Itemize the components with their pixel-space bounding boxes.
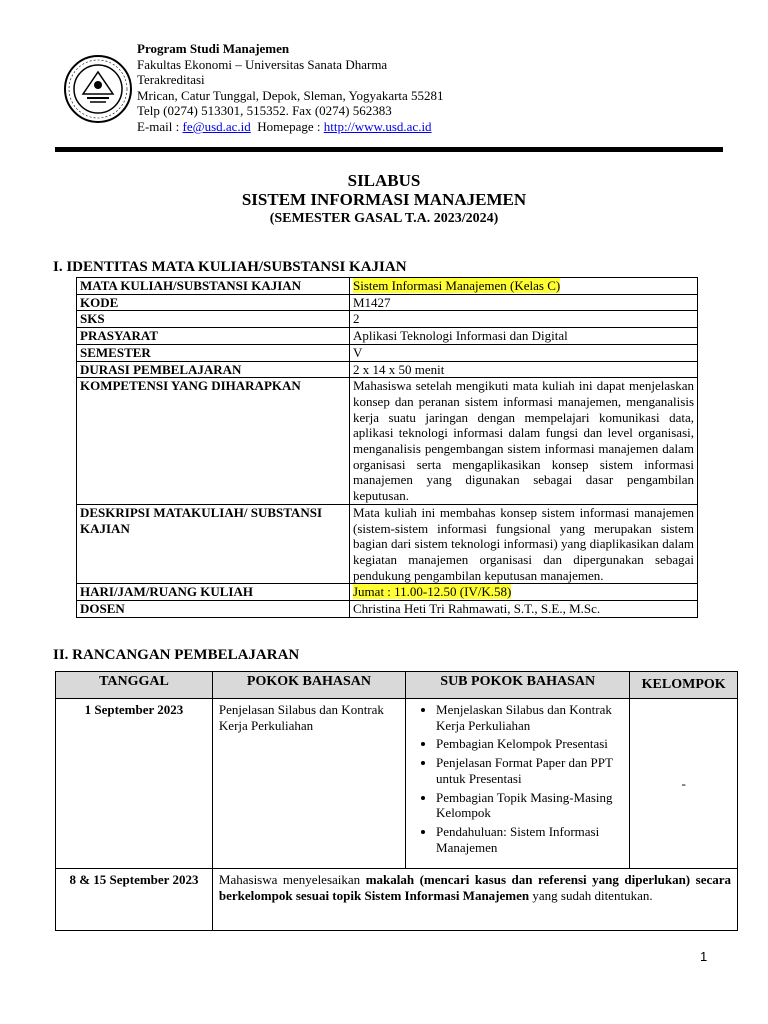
date-cell: 8 & 15 September 2023 [56,869,213,931]
column-header-group: KELOMPOK [630,672,738,699]
program-name: Program Studi Manajemen [137,41,290,56]
row-value [350,278,698,295]
subtopic-list [412,702,623,855]
table-row [77,344,698,361]
topic-cell: Penjelasan Silabus dan Kontrak Kerja Perkuliahan [212,699,405,869]
row-key: MATA KULIAH/SUBSTANSI KAJIAN [77,278,350,295]
document-title: SILABUS [347,171,421,190]
group-cell: - [630,699,738,869]
column-header-date: TANGGAL [56,672,213,699]
column-header-subtopic: SUB POKOK BAHASAN [406,672,630,699]
table-row [77,328,698,345]
row-value: 2 x 14 x 50 menit [350,361,698,378]
table-row [77,311,698,328]
row-key: SKS [77,311,350,328]
row-key: DURASI PEMBELAJARAN [77,361,350,378]
university-seal-icon [63,54,133,124]
contact-line [137,119,444,135]
list-item: • Menjelaskan Silabus dan Kontrak Kerja Perkuliahan [436,702,623,733]
accreditation: Terakreditasi [137,72,205,88]
row-key: DESKRIPSI MATAKULIAH/ SUBSTANSI KAJIAN [77,504,350,584]
schedule-highlight: Jumat : 11.00-12.50 (IV/K.58) [353,584,512,600]
activity-text-end: yang sudah ditentukan. [529,887,653,903]
list-item: • Pembagian Topik Masing-Masing Kelompok [436,790,623,821]
phone: Telp (0274) 513301, 515352. Fax (0274) 562383 [137,103,392,119]
plan-table [55,671,738,931]
row-key: HARI/JAM/RUANG KULIAH [77,584,350,601]
semester-title: (SEMESTER GASAL T.A. 2023/2024) [269,211,499,226]
row-value: 2 [350,311,698,328]
activity-cell [212,869,737,931]
table-row [56,699,738,869]
page-number: 1 [700,949,708,964]
list-item: • Penjelasan Format Paper dan PPT untuk Presentasi [436,755,623,786]
table-row [77,584,698,601]
activity-text: Mahasiswa menyelesaikan [218,872,366,887]
column-header-topic: POKOK BAHASAN [212,672,405,699]
table-row [56,869,738,931]
address: Mrican, Catur Tunggal, Depok, Sleman, Yogyakarta 55281 [137,87,444,103]
course-name-highlight: Sistem Informasi Manajemen (Kelas C) [353,278,561,293]
table-row [77,278,698,295]
table-row [77,504,698,584]
table-row [77,361,698,378]
row-value: M1427 [350,294,698,311]
table-row [77,294,698,311]
table-row [77,601,698,618]
identity-table [76,277,698,618]
row-key: KODE [77,294,350,311]
table-row [77,378,698,505]
list-item: • Pendahuluan: Sistem Informasi Manajemen [436,824,623,855]
homepage-link[interactable]: http://www.usd.ac.id [323,118,432,134]
row-key: DOSEN [77,601,350,618]
homepage-label: Homepage : [257,118,324,134]
list-item: • Pembagian Kelompok Presentasi [436,736,623,752]
row-value [350,584,698,601]
course-title: SISTEM INFORMASI MANAJEMEN [241,190,527,209]
row-value: Aplikasi Teknologi Informasi dan Digital [350,328,698,345]
email-label: E-mail : [137,118,183,134]
row-key: KOMPETENSI YANG DIHARAPKAN [77,378,350,505]
table-header-row [56,672,738,699]
activity-text-bold: makalah (mencari kasus dan referensi yang diperlukan) secara berkelompok sesuai topik Sistem Informasi Manajemen [218,872,732,903]
row-key: PRASYARAT [77,328,350,345]
faculty-name: Fakultas Ekonomi – Universitas Sanata Dharma [137,56,388,72]
letterhead-divider [55,147,723,152]
row-value: Christina Heti Tri Rahmawati, S.T., S.E., M.Sc. [350,601,698,618]
row-value: V [350,344,698,361]
row-value: Mata kuliah ini membahas konsep sistem informasi manajemen (sistem-sistem informasi fungsional yang merupakan sistem bagian dari sistem teknologi informasi) yang diaplikasikan dalam kegiatan manajemen organisasi dan dipergunakan sebagai pendukung pengambilan keputusan manajemen. [350,504,698,584]
row-value: Mahasiswa setelah mengikuti mata kuliah ini dapat menjelaskan konsep dan peranan sistem informasi manajemen, menganalisis kerja suatu jaringan dengan mempelajari komunikasi data, aplikasi teknologi informasi dalam fungsi dan level organisasi, menganalisis pengembangan sistem informasi manajemen dalam organisasi serta mengaplikasikan konsep sistem informasi manajemen yang digunakan sebagai dasar pengambilan keputusan. [350,378,698,505]
section-2-heading: II. RANCANGAN PEMBELAJARAN [53,647,300,663]
section-1-heading: I. IDENTITAS MATA KULIAH/SUBSTANSI KAJIAN [53,259,407,275]
date-cell: 1 September 2023 [56,699,213,869]
subtopic-cell [406,699,630,869]
email-link[interactable]: fe@usd.ac.id [182,118,251,134]
row-key: SEMESTER [77,344,350,361]
letterhead [137,41,444,135]
